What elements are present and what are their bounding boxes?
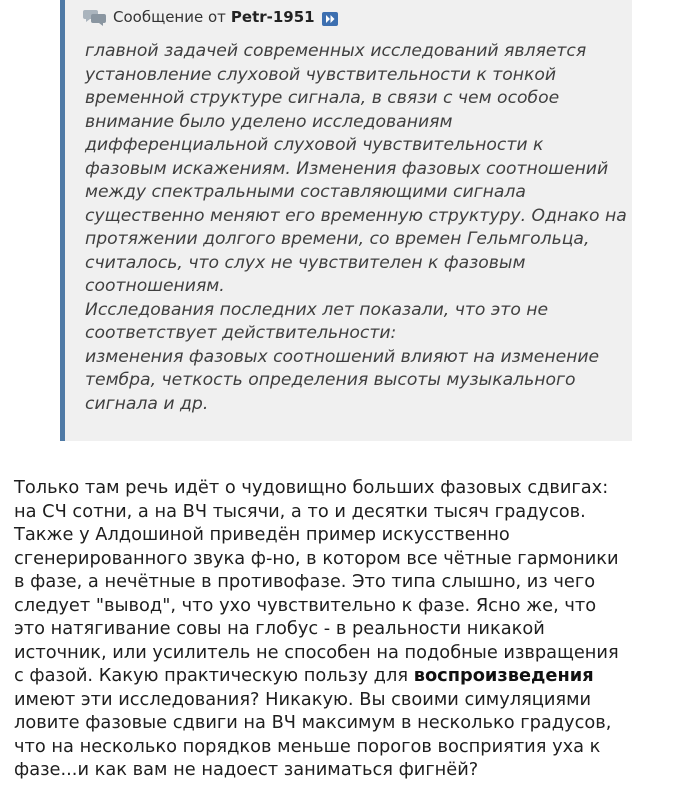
view-post-icon[interactable] bbox=[322, 12, 338, 26]
quote-author[interactable]: Petr-1951 bbox=[230, 8, 315, 26]
speech-bubbles-icon bbox=[83, 8, 107, 26]
quote-text: главной задачей современных исследований является установление слуховой чувствительности к тонкой временной структуре сигнала, в связи с чем особое внимание было уделено исследованиям дифференциальной слуховой чувствительности к фазовым искажениям. Изменения фазовых соотношений между спектральными составляющими сигнала существенно меняют его временную структуру. Однако на протяжении долгого времени, со времен Гельмгольца, считалось, что слух не чувствителен к фазовым соотношениям. Исследования последних лет показали, что это не соответствует действительности: изменения фазовых соотношений влияют на изменение тембра, четкость определения высоты музыкального сигнала и др. bbox=[85, 41, 627, 414]
quote-block bbox=[60, 0, 632, 441]
reply-text-part-1: Только там речь идёт о чудовищно больших фазовых сдвигах: на СЧ сотни, а на ВЧ тысячи, а то и десятки тысяч градусов. Также у Алдошиной приведён пример искусственно сгенерированного звука ф-но, в котором все чётные гармоники в фазе, а нечётные в противофазе. Это типа слышно, из чего следует "вывод", что ухо чувствительно к фазе. Ясно же, что это натягивание совы на глобус - в реальности никакой источник, или усилитель не способен на подобные извращения с фазой. Какую практическую пользу для bbox=[14, 477, 619, 686]
quote-header bbox=[83, 6, 338, 28]
reply-bold-word: воспроизведения bbox=[413, 665, 594, 686]
quote-header-prefix: Сообщение от bbox=[113, 8, 226, 26]
reply-text-part-2: имеют эти исследования? Никакую. Вы своими симуляциями ловите фазовые сдвиги на ВЧ максимум в несколько градусов, что на несколько порядков меньше порогов восприятия уха к фазе...и как вам не надоест заниматься фигнёй? bbox=[14, 688, 612, 780]
reply-text bbox=[14, 476, 666, 782]
